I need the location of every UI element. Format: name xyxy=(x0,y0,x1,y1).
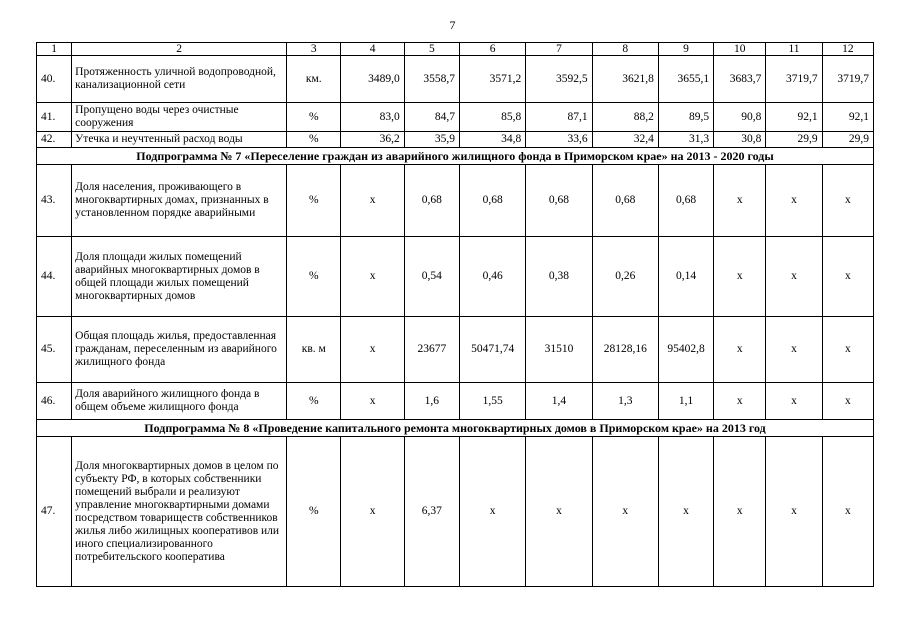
indicator-name: Доля населения, проживающего в многоквартирных домах, признанных в установленном порядке аварийными xyxy=(72,165,287,237)
value-cell: х xyxy=(341,437,404,587)
table-row xyxy=(37,317,874,383)
value-cell: 31510 xyxy=(526,317,592,383)
row-number: 44. xyxy=(37,237,72,317)
value-cell: 3621,8 xyxy=(592,56,658,103)
value-cell: 3719,7 xyxy=(822,56,873,103)
header-cell: 12 xyxy=(822,43,873,56)
value-cell: 3655,1 xyxy=(658,56,713,103)
value-cell: 6,37 xyxy=(404,437,459,587)
value-cell: х xyxy=(341,237,404,317)
value-cell: 84,7 xyxy=(404,103,459,132)
header-cell: 8 xyxy=(592,43,658,56)
value-cell: х xyxy=(766,237,822,317)
unit-cell: % xyxy=(287,237,341,317)
value-cell: 0,38 xyxy=(526,237,592,317)
row-number: 45. xyxy=(37,317,72,383)
unit-cell: % xyxy=(287,383,341,420)
header-cell: 6 xyxy=(459,43,525,56)
value-cell: 1,6 xyxy=(404,383,459,420)
value-cell: 32,4 xyxy=(592,132,658,148)
unit-cell: км. xyxy=(287,56,341,103)
indicator-name: Доля площади жилых помещений аварийных многоквартирных домов в общей площади жилых помещений многоквартирных домов xyxy=(72,237,287,317)
section-heading-row xyxy=(37,420,874,437)
row-number: 47. xyxy=(37,437,72,587)
value-cell: 89,5 xyxy=(658,103,713,132)
header-cell: 10 xyxy=(714,43,766,56)
value-cell: 29,9 xyxy=(822,132,873,148)
header-cell: 9 xyxy=(658,43,713,56)
value-cell: 90,8 xyxy=(714,103,766,132)
value-cell: х xyxy=(459,437,525,587)
indicators-table xyxy=(36,42,874,587)
unit-cell: % xyxy=(287,165,341,237)
value-cell: 3719,7 xyxy=(766,56,822,103)
value-cell: 1,4 xyxy=(526,383,592,420)
table-row xyxy=(37,383,874,420)
value-cell: х xyxy=(714,437,766,587)
value-cell: 36,2 xyxy=(341,132,404,148)
value-cell: 35,9 xyxy=(404,132,459,148)
value-cell: 0,68 xyxy=(459,165,525,237)
unit-cell: % xyxy=(287,103,341,132)
value-cell: 3558,7 xyxy=(404,56,459,103)
header-cell: 2 xyxy=(72,43,287,56)
indicator-name: Пропущено воды через очистные сооружения xyxy=(72,103,287,132)
row-number: 41. xyxy=(37,103,72,132)
value-cell: 1,1 xyxy=(658,383,713,420)
unit-cell: % xyxy=(287,437,341,587)
header-cell: 3 xyxy=(287,43,341,56)
value-cell: 3571,2 xyxy=(459,56,525,103)
value-cell: х xyxy=(341,165,404,237)
value-cell: 3592,5 xyxy=(526,56,592,103)
value-cell: 0,68 xyxy=(658,165,713,237)
value-cell: х xyxy=(658,437,713,587)
value-cell: 95402,8 xyxy=(658,317,713,383)
value-cell: 3489,0 xyxy=(341,56,404,103)
row-number: 46. xyxy=(37,383,72,420)
indicator-name: Протяженность уличной водопроводной, канализационной сети xyxy=(72,56,287,103)
value-cell: 29,9 xyxy=(766,132,822,148)
value-cell: х xyxy=(822,165,873,237)
value-cell: 83,0 xyxy=(341,103,404,132)
page-number: 7 xyxy=(449,18,456,32)
header-cell: 7 xyxy=(526,43,592,56)
table-row xyxy=(37,437,874,587)
value-cell: 50471,74 xyxy=(459,317,525,383)
header-row xyxy=(37,43,874,56)
row-number: 42. xyxy=(37,132,72,148)
table-row xyxy=(37,56,874,103)
indicator-name: Доля аварийного жилищного фонда в общем объеме жилищного фонда xyxy=(72,383,287,420)
value-cell: 88,2 xyxy=(592,103,658,132)
value-cell: 34,8 xyxy=(459,132,525,148)
table-row xyxy=(37,165,874,237)
value-cell: 92,1 xyxy=(766,103,822,132)
value-cell: х xyxy=(766,383,822,420)
row-number: 40. xyxy=(37,56,72,103)
value-cell: 85,8 xyxy=(459,103,525,132)
value-cell: х xyxy=(714,383,766,420)
value-cell: х xyxy=(714,165,766,237)
value-cell: 0,68 xyxy=(526,165,592,237)
indicator-name: Доля многоквартирных домов в целом по субъекту РФ, в которых собственники помещений выбрали и реализуют управление многоквартирными домами посредством товариществ собственников жилья либо жилищных кооперативов или иного специализированного потребительского кооператива xyxy=(72,437,287,587)
value-cell: 92,1 xyxy=(822,103,873,132)
value-cell: 0,68 xyxy=(592,165,658,237)
value-cell: х xyxy=(592,437,658,587)
value-cell: х xyxy=(822,383,873,420)
header-cell: 11 xyxy=(766,43,822,56)
value-cell: 1,55 xyxy=(459,383,525,420)
value-cell: 33,6 xyxy=(526,132,592,148)
header-cell: 4 xyxy=(341,43,404,56)
row-number: 43. xyxy=(37,165,72,237)
value-cell: х xyxy=(822,317,873,383)
value-cell: 0,68 xyxy=(404,165,459,237)
table-row xyxy=(37,237,874,317)
value-cell: 31,3 xyxy=(658,132,713,148)
value-cell: 0,54 xyxy=(404,237,459,317)
value-cell: х xyxy=(341,383,404,420)
table-row xyxy=(37,132,874,148)
value-cell: х xyxy=(526,437,592,587)
unit-cell: % xyxy=(287,132,341,148)
header-cell: 1 xyxy=(37,43,72,56)
value-cell: х xyxy=(822,437,873,587)
value-cell: 23677 xyxy=(404,317,459,383)
subprogram-8-title: Подпрограмма № 8 «Проведение капитального ремонта многоквартирных домов в Приморском крае» на 2013 год xyxy=(37,420,874,437)
unit-cell: кв. м xyxy=(287,317,341,383)
value-cell: х xyxy=(714,317,766,383)
value-cell: 3683,7 xyxy=(714,56,766,103)
value-cell: 0,14 xyxy=(658,237,713,317)
header-cell: 5 xyxy=(404,43,459,56)
table-row xyxy=(37,103,874,132)
value-cell: 0,26 xyxy=(592,237,658,317)
value-cell: х xyxy=(766,165,822,237)
value-cell: х xyxy=(341,317,404,383)
value-cell: 0,46 xyxy=(459,237,525,317)
indicator-name: Общая площадь жилья, предоставленная гражданам, переселенным из аварийного жилищного фонда xyxy=(72,317,287,383)
value-cell: 1,3 xyxy=(592,383,658,420)
value-cell: х xyxy=(822,237,873,317)
value-cell: 28128,16 xyxy=(592,317,658,383)
value-cell: х xyxy=(766,437,822,587)
indicator-name: Утечка и неучтенный расход воды xyxy=(72,132,287,148)
subprogram-7-title: Подпрограмма № 7 «Переселение граждан из аварийного жилищного фонда в Приморском крае» на 2013 - 2020 годы xyxy=(37,148,874,165)
value-cell: х xyxy=(766,317,822,383)
value-cell: 87,1 xyxy=(526,103,592,132)
section-heading-row xyxy=(37,148,874,165)
value-cell: 30,8 xyxy=(714,132,766,148)
value-cell: х xyxy=(714,237,766,317)
